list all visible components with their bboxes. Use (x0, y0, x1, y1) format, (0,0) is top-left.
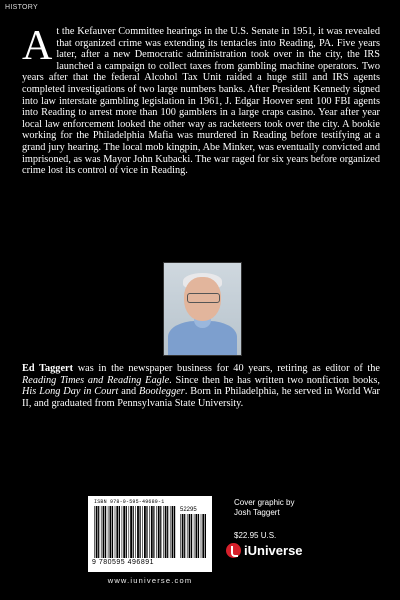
isbn-digits: 9 780595 496891 (92, 559, 154, 566)
isbn-barcode (88, 496, 212, 572)
author-name: Ed Taggert (22, 363, 74, 374)
price-barcode-bars (180, 514, 208, 558)
bio-text-2: . Since then he has written two nonfiction books, (169, 374, 380, 386)
book-title-2: Bootlegger (139, 386, 185, 398)
bio-text-1: was in the newspaper business for 40 years, retiring as editor of the (73, 363, 381, 374)
bio-text-4: . Born in Philadelphia, he served in World War II, and graduated from Pennsylvania State University. (22, 386, 380, 409)
back-cover-blurb (22, 23, 380, 177)
publisher-name: iUniverse (244, 543, 303, 558)
cover-credit (234, 498, 294, 517)
author-bio (22, 363, 380, 409)
book-title-1: His Long Day in Court (22, 386, 119, 398)
publisher-logo (226, 543, 303, 558)
iuniverse-logo-icon (226, 543, 241, 558)
credit-line-2: Josh Taggert (234, 507, 280, 517)
newspaper-name: Reading Times and Reading Eagle (22, 374, 170, 386)
price-code: 52295 (180, 507, 197, 513)
isbn-text: ISBN 978-0-595-49689-1 (94, 499, 165, 505)
category-label: HISTORY (5, 4, 38, 11)
bio-text-3: and (118, 386, 140, 398)
blurb-text: t the Kefauver Committee hearings in the U.S. Senate in 1951, it was revealed that organized crime was extending its tentacles into Reading, PA. Five years later, after a new Democratic administration took over in the city, the IRS launched a campaign to collect taxes from gambling machine operators. Two years after that the federal Alcohol Tax Unit raided a huge still and IRS agents completed investigations of two large numbers banks. After President Kennedy signed into law interstate gambling legislation in 1961, J. Edgar Hoover sent 100 FBI agents into Reading to arrest more than 100 gamblers in a large craps casino. Year after year local law enforcement looked the other way as racketeers took over the city. A bookie working for the Philadelphia Mafia was murdered in Reading before testifying at a grand jury hearing. The local mob kingpin, Abe Minker, was eventually convicted and imprisoned, as was Mayor John Kubacki. The war raged for six years before organized crime lost its control of vice in Reading. (22, 26, 380, 177)
drop-cap: A (22, 23, 53, 69)
barcode-bars (94, 506, 176, 558)
credit-line-1: Cover graphic by (234, 498, 295, 507)
publisher-url: www.iuniverse.com (107, 576, 193, 585)
author-photo (163, 262, 242, 356)
price: $22.95 U.S. (234, 531, 277, 540)
